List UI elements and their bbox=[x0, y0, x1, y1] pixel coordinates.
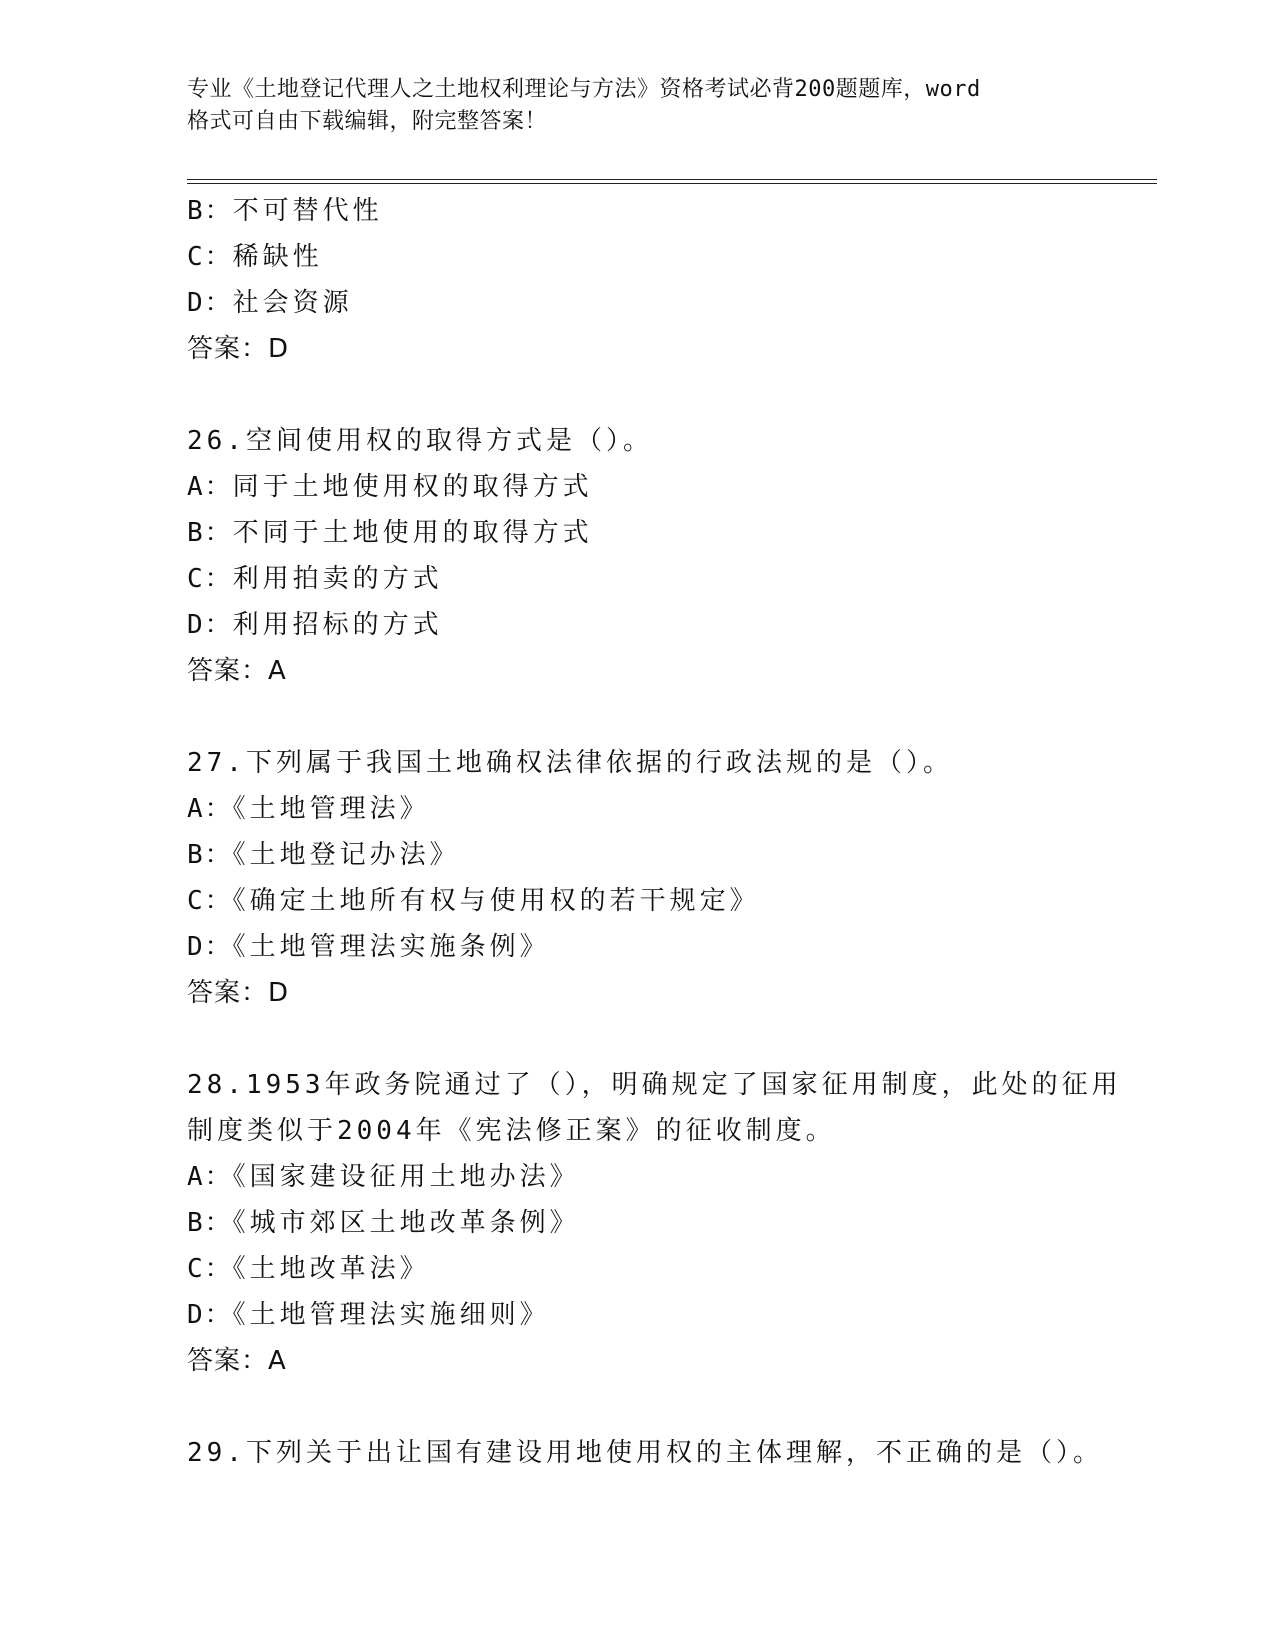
question-stem-line-2: 制度类似于2004年《宪法修正案》的征收制度。 bbox=[187, 1116, 836, 1146]
question-27 bbox=[187, 740, 1157, 1016]
question-list bbox=[187, 188, 1157, 1476]
option-c: C：《土地改革法》 bbox=[187, 1254, 430, 1284]
option-b: B：《城市郊区土地改革条例》 bbox=[187, 1208, 580, 1238]
header-double-rule bbox=[187, 179, 1157, 184]
option-d: D：利用招标的方式 bbox=[187, 610, 443, 640]
question-28 bbox=[187, 1062, 1157, 1384]
option-c: C：利用拍卖的方式 bbox=[187, 564, 443, 594]
answer: 答案：D bbox=[187, 978, 290, 1008]
question-stem: 27.下列属于我国土地确权法律依据的行政法规的是（）。 bbox=[187, 748, 953, 778]
option-a: A：《土地管理法》 bbox=[187, 794, 430, 824]
question-25 bbox=[187, 188, 1157, 372]
option-d: D：《土地管理法实施细则》 bbox=[187, 1300, 550, 1330]
question-stem: 26.空间使用权的取得方式是（）。 bbox=[187, 426, 653, 456]
option-d: D：《土地管理法实施条例》 bbox=[187, 932, 550, 962]
document-header bbox=[187, 74, 1067, 138]
option-b: B：不可替代性 bbox=[187, 196, 383, 226]
option-c: C：稀缺性 bbox=[187, 242, 323, 272]
question-stem-line-1: 28.1953年政务院通过了（），明确规定了国家征用制度，此处的征用 bbox=[187, 1070, 1122, 1100]
header-line-1: 专业《土地登记代理人之土地权利理论与方法》资格考试必背200题题库，word bbox=[187, 77, 981, 102]
option-b: B：不同于土地使用的取得方式 bbox=[187, 518, 593, 548]
question-29 bbox=[187, 1430, 1157, 1476]
option-a: A：《国家建设征用土地办法》 bbox=[187, 1162, 580, 1192]
answer: 答案：A bbox=[187, 1346, 287, 1376]
answer: 答案：A bbox=[187, 656, 287, 686]
option-d: D：社会资源 bbox=[187, 288, 353, 318]
option-c: C：《确定土地所有权与使用权的若干规定》 bbox=[187, 886, 760, 916]
header-line-2: 格式可自由下载编辑，附完整答案！ bbox=[187, 109, 548, 134]
option-a: A：同于土地使用权的取得方式 bbox=[187, 472, 593, 502]
question-26 bbox=[187, 418, 1157, 694]
answer: 答案：D bbox=[187, 334, 290, 364]
question-stem: 29.下列关于出让国有建设用地使用权的主体理解，不正确的是（）。 bbox=[187, 1438, 1103, 1468]
option-b: B：《土地登记办法》 bbox=[187, 840, 460, 870]
